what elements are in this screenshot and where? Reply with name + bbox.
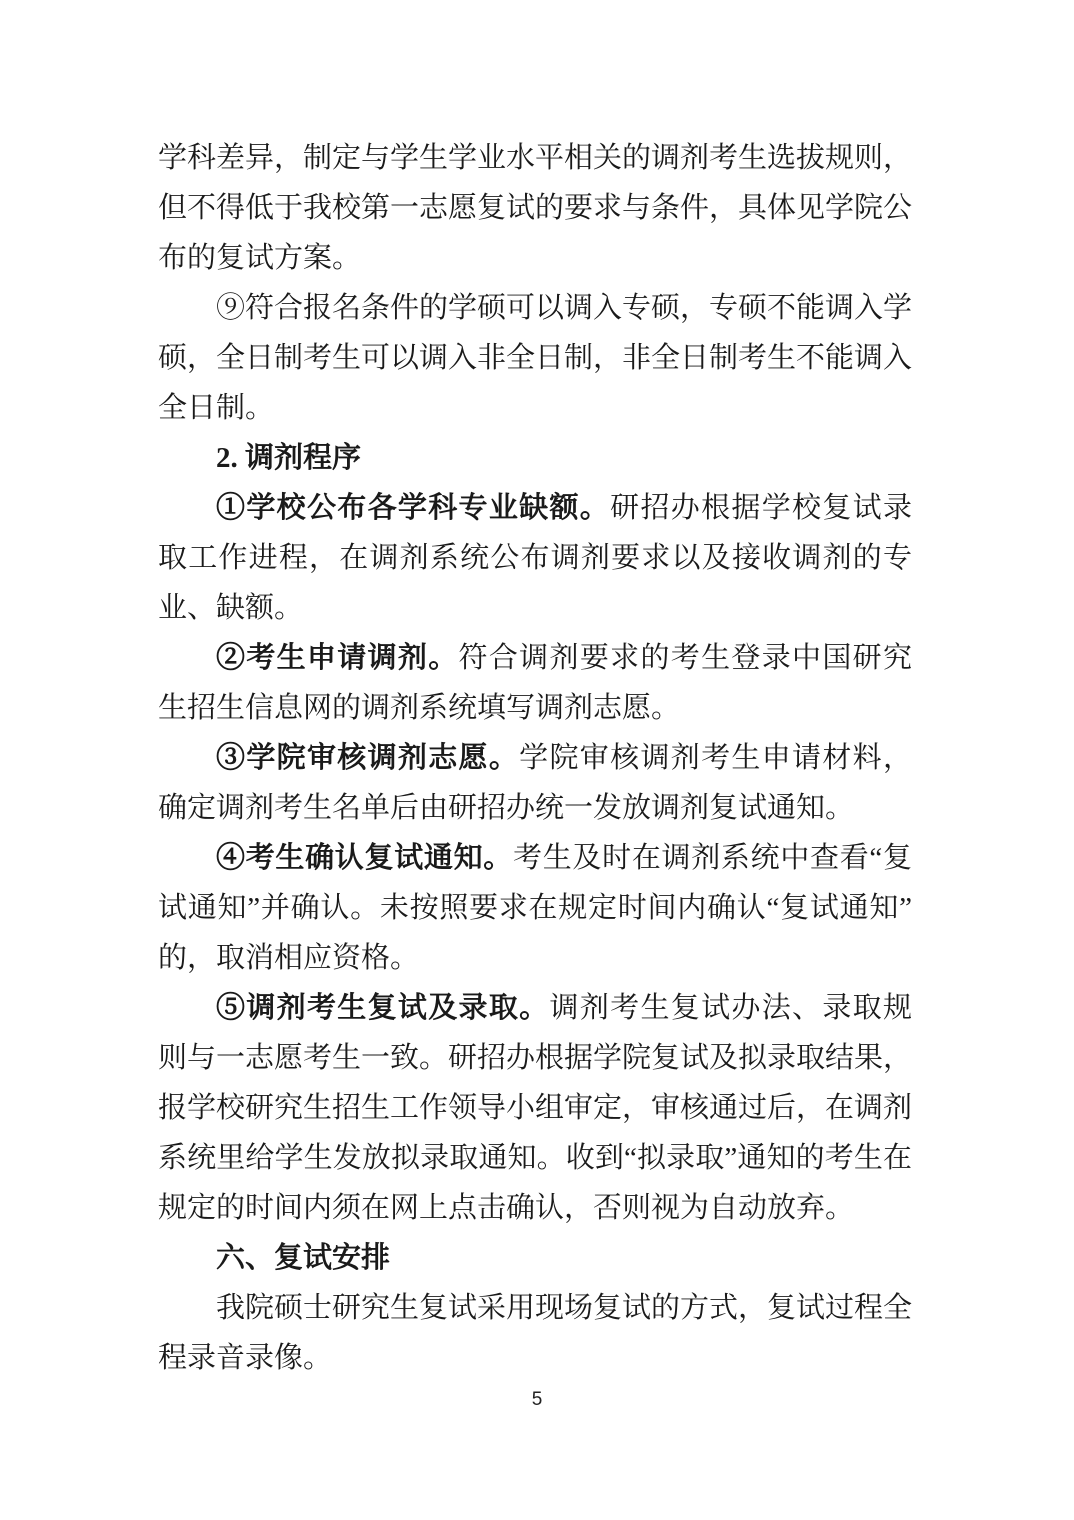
paragraph-text: 考生及时在调剂系统中查看“复试通知”并确认。未按照要求在规定时间内确认“复试通知”的，取消相应资格。 (158, 842, 912, 974)
paragraph-step-1 (158, 483, 912, 633)
paragraph-text: 研招办根据学校复试录取工作进程，在调剂系统公布调剂要求以及接收调剂的专业、缺额。 (158, 492, 912, 624)
paragraph-continuation (158, 133, 912, 283)
heading-text: 2. 调剂程序 (216, 442, 362, 474)
paragraph-retest-mode (158, 1283, 912, 1383)
paragraph-lead: ③学院审核调剂志愿。 (216, 742, 520, 774)
paragraph-text: ⑨符合报名条件的学硕可以调入专硕，专硕不能调入学硕，全日制考生可以调入非全日制，非全日制考生不能调入全日制。 (158, 292, 913, 424)
paragraph-text: 我院硕士研究生复试采用现场复试的方式，复试过程全程录音录像。 (158, 1292, 913, 1374)
paragraph-text: 学科差异，制定与学生学业水平相关的调剂考生选拔规则，但不得低于我校第一志愿复试的要求与条件，具体见学院公布的复试方案。 (158, 142, 913, 274)
paragraph-step-4 (158, 833, 912, 983)
paragraph-text: 调剂考生复试办法、录取规则与一志愿考生一致。研招办根据学院复试及拟录取结果，报学校研究生招生工作领导小组审定，审核通过后，在调剂系统里给学生发放拟录取通知。收到“拟录取”通知的考生在规定的时间内须在网上点击确认，否则视为自动放弃。 (158, 992, 913, 1224)
paragraph-step-3 (158, 733, 912, 833)
heading-text: 六、复试安排 (216, 1242, 391, 1274)
paragraph-step-2 (158, 633, 912, 733)
paragraph-lead: ②考生申请调剂。 (216, 642, 459, 674)
paragraph-lead: ⑤调剂考生复试及录取。 (216, 992, 550, 1024)
document-body (158, 133, 912, 1383)
paragraph-text: 学院审核调剂考生申请材料，确定调剂考生名单后由研招办统一发放调剂复试通知。 (158, 742, 912, 824)
heading-retest-arrangement (158, 1233, 912, 1283)
paragraph-text: 符合调剂要求的考生登录中国研究生招生信息网的调剂系统填写调剂志愿。 (158, 642, 912, 724)
paragraph-lead: ①学校公布各学科专业缺额。 (216, 492, 611, 524)
page-number: 5 (531, 1389, 543, 1410)
paragraph-item-9 (158, 283, 912, 433)
paragraph-step-5 (158, 983, 912, 1233)
heading-adjustment-procedure (158, 433, 912, 483)
paragraph-lead: ④考生确认复试通知。 (216, 842, 514, 874)
